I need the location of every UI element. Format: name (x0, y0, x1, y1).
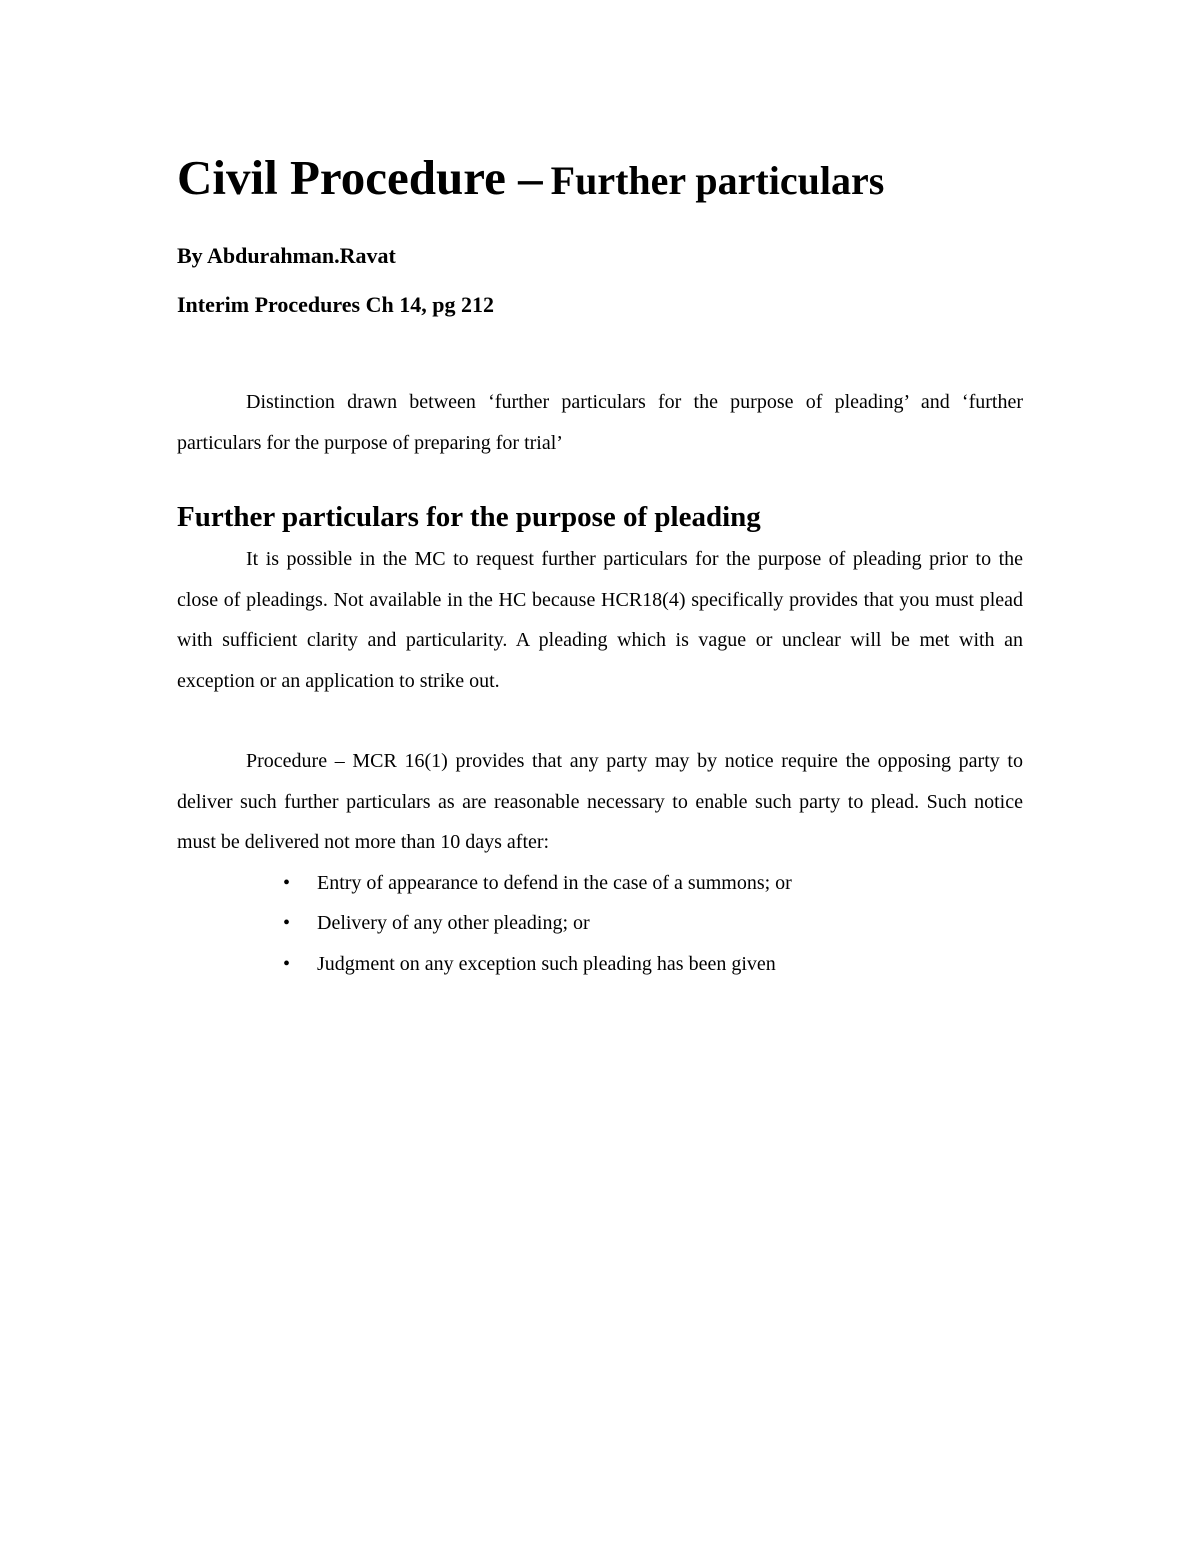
title-sub: Further particulars (550, 158, 885, 203)
conditions-list (177, 863, 1023, 985)
list-item (177, 944, 1023, 985)
document-content (177, 148, 1023, 984)
section-heading: Further particulars for the purpose of pleading (177, 501, 761, 533)
title-main: Civil Procedure – (177, 150, 543, 205)
bullet-icon: • (283, 952, 291, 975)
bullet-icon: • (283, 871, 291, 894)
chapter-reference: Interim Procedures Ch 14, pg 212 (177, 292, 494, 317)
document-title (177, 148, 1023, 213)
author-byline: By Abdurahman.Ravat (177, 243, 396, 268)
bullet-icon: • (283, 912, 291, 934)
list-item-text: Entry of appearance to defend in the case of a summons; or (317, 871, 792, 894)
list-item (177, 903, 1023, 944)
list-item-text: Judgment on any exception such pleading has been given (317, 952, 776, 975)
list-item (177, 863, 1023, 904)
mc-paragraph: It is possible in the MC to request further particulars for the purpose of pleading prior to the close of pleadings. Not available in the HC because HCR18(4) specifically provides that you must plead with sufficient clarity and particularity. A pleading which is vague or unclear will be met with an exception or an application to strike out. (177, 548, 1023, 692)
procedure-paragraph: Procedure – MCR 16(1) provides that any party may by notice require the opposing party to deliver such further particulars as are reasonable necessary to enable such party to plead. Such notice must be delivered not more than 10 days after: (177, 750, 1023, 853)
distinction-paragraph: Distinction drawn between ‘further particulars for the purpose of pleading’ and ‘further particulars for the purpose of preparing for trial’ (177, 391, 1023, 454)
list-item-text: Delivery of any other pleading; or (317, 912, 590, 934)
